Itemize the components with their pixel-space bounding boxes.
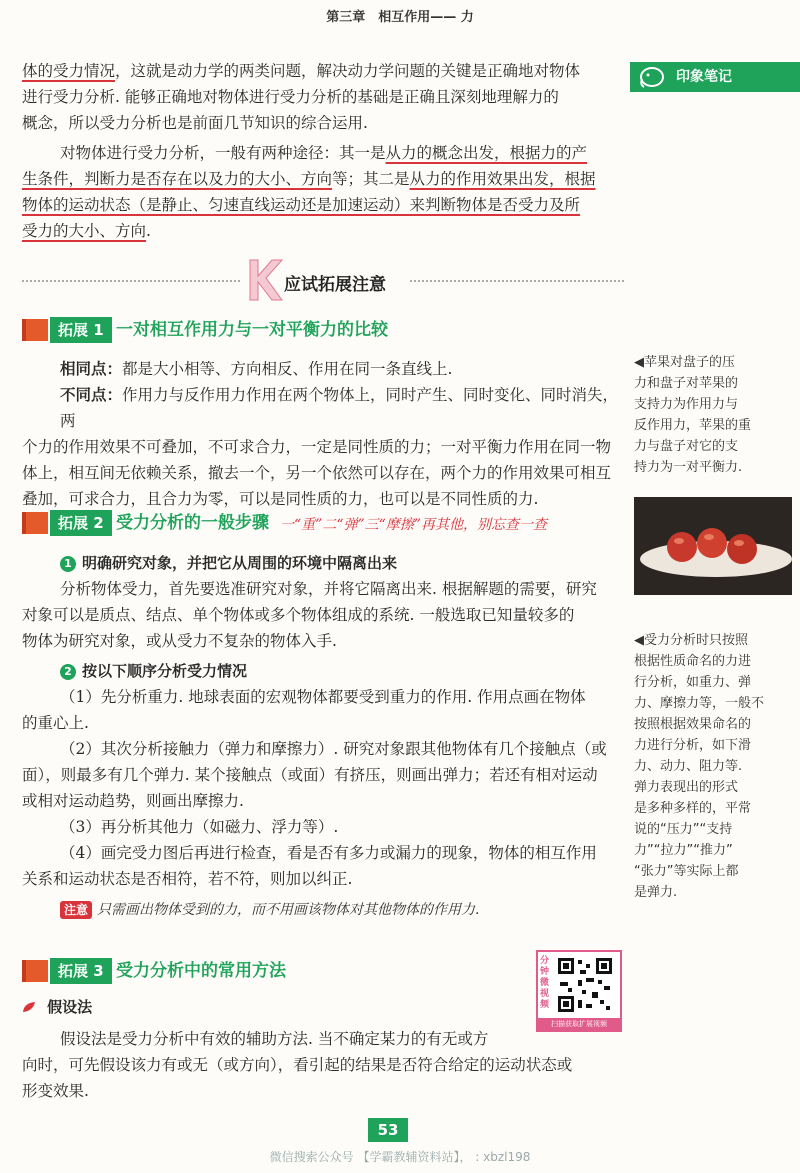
diff-label: 不同点： xyxy=(60,385,123,404)
extension-1-header xyxy=(22,317,622,343)
underlined-text: 从力的作用效果出发，根据 xyxy=(409,170,596,188)
side-line: 支持力为作用力与 xyxy=(634,397,739,412)
section-title: 应试拓展注意 xyxy=(284,275,386,295)
side-line: 力和盘子对苹果的 xyxy=(634,376,739,391)
extension-tag: 拓展 2 xyxy=(50,510,112,536)
intro-paragraph-1 xyxy=(22,58,622,136)
handwritten-note: 一“重”二“弹”三“摩擦”再其他，别忘查一查 xyxy=(280,517,547,533)
extension-tag: 拓展 1 xyxy=(50,317,112,343)
extension-1-body xyxy=(22,356,632,512)
text: 的重心上. xyxy=(22,714,89,732)
text: （1）先分析重力. 地球表面的宏观物体都要受到重力的作用. 作用点画在物体 xyxy=(60,688,586,706)
impression-notes-tag xyxy=(630,62,800,92)
text: 面），则最多有几个弹力. 某个接触点（或面）有挤压，则画出弹力；若还有相对运动 xyxy=(22,766,598,784)
side-line: 弹力表现出的形式 xyxy=(634,780,739,795)
text: 个力的作用效果不可叠加，不可求合力，一定是同性质的力；一对平衡力作用在同一物 xyxy=(22,438,612,456)
leaf-bullet-icon xyxy=(22,1001,36,1013)
side-line: 力与盘子对它的支 xyxy=(634,439,739,454)
text: 向时，可先假设该力有或无（或方向），看引起的结果是否符合给定的运动状态或 xyxy=(22,1056,573,1074)
text: 概念，所以受力分析也是前面几节知识的综合运用. xyxy=(22,114,368,132)
text: 对象可以是质点、结点、单个物体或多个物体组成的系统. 一般选取已知量较多的 xyxy=(22,606,575,624)
side-line: 力、动力、阻力等. xyxy=(634,759,743,774)
step-number: 2 xyxy=(60,664,76,680)
step-number: 1 xyxy=(60,556,76,572)
text: 假设法是受力分析中有效的辅助方法. 当不确定某力的有无或方 xyxy=(60,1030,489,1048)
text: 物体为研究对象，或从受力不复杂的物体入手. xyxy=(22,632,337,650)
side-line: 根据性质命名的力进 xyxy=(634,654,752,669)
k-letter-icon xyxy=(244,256,284,304)
side-line: 是多种多样的，平常 xyxy=(634,801,752,816)
book-icon xyxy=(22,319,48,341)
text: 叠加，可求合力，且合力为零，可以是同性质的力，也可以是不同性质的力. xyxy=(22,490,539,508)
side-line: 力”“拉力”“推力” xyxy=(634,843,733,858)
qr-code-box[interactable] xyxy=(536,950,622,1032)
side-line: 说的“压力”“支持 xyxy=(634,822,733,837)
text: 作用力与反作用力作用在两个物体上，同时产生、同时变化、同时消失，两 xyxy=(60,386,619,430)
text: 进行受力分析. 能够正确地对物体进行受力分析的基础是正确且深刻地理解力的 xyxy=(22,88,559,106)
extension-tag: 拓展 3 xyxy=(50,958,112,984)
attention-note xyxy=(22,896,632,923)
extension-3-body xyxy=(22,1026,632,1104)
hypothesis-method-heading xyxy=(22,996,622,1017)
step-title: 明确研究对象，并把它从周围的环境中隔离出来 xyxy=(82,554,398,572)
page-number: 53 xyxy=(368,1118,408,1142)
chapter-header: 第三章 相互作用—— 力 xyxy=(326,10,474,25)
text: 或相对运动趋势，则画出摩擦力. xyxy=(22,792,244,810)
qr-side-label: 分钟微视频 xyxy=(540,956,550,1010)
side-note-1 xyxy=(634,352,794,478)
book-icon xyxy=(22,960,48,982)
footer-watermark: 微信搜索公众号 【学霸教辅资料站】， : xbzl198 xyxy=(269,1150,531,1164)
method-title: 假设法 xyxy=(47,998,93,1016)
side-line: 力进行分析，如下滑 xyxy=(634,738,752,753)
qr-caption: 扫描获取扩展视频 xyxy=(538,1018,620,1030)
side-line: 持力为一对平衡力. xyxy=(634,460,743,475)
text: （3）再分析其他力（如磁力、浮力等）. xyxy=(60,818,339,836)
apples-on-plate-photo xyxy=(634,497,792,595)
extension-title: 受力分析的一般步骤 xyxy=(116,513,269,533)
underlined-text: 物体的运动状态（是静止、匀速直线运动还是加速运动）来判断物体是否受力及所 xyxy=(22,196,581,214)
text: . xyxy=(146,222,151,240)
side-line: 按照根据效果命名的 xyxy=(634,717,752,732)
underlined-text: 生条件，判断力是否存在以及力的大小、方向 xyxy=(22,170,333,188)
step-2-heading xyxy=(22,658,632,684)
underlined-text: 受力的大小、方向 xyxy=(22,222,147,240)
side-line: 行分析，如重力、弹 xyxy=(634,675,752,690)
step-title: 按以下顺序分析受力情况 xyxy=(82,662,248,680)
extension-title: 一对相互作用力与一对平衡力的比较 xyxy=(116,320,388,340)
book-icon xyxy=(22,512,48,534)
text: （4）画完受力图后再进行检查，看是否有多力或漏力的现象，物体的相互作用 xyxy=(60,844,597,862)
text: （2）其次分析接触力（弹力和摩擦力）. 研究对象跟其他物体有几个接触点（或 xyxy=(60,740,607,758)
divider-left xyxy=(22,280,242,282)
intro-paragraph-2 xyxy=(22,140,632,244)
text: 形变效果. xyxy=(22,1082,89,1100)
text: 对物体进行受力分析，一般有两种途径：其一是 xyxy=(60,144,386,162)
same-label: 相同点： xyxy=(60,359,123,378)
step-1-heading xyxy=(22,550,632,576)
side-line: 是弹力. xyxy=(634,885,678,900)
text: 等；其二是 xyxy=(332,170,410,188)
text: 分析物体受力，首先要选准研究对象，并将它隔离出来. 根据解题的需要，研究 xyxy=(60,580,597,598)
side-note-2 xyxy=(634,630,794,903)
side-line: 反作用力，苹果的重 xyxy=(634,418,752,433)
side-line: “张力”等实际上都 xyxy=(634,864,739,879)
extension-title: 受力分析中的常用方法 xyxy=(116,961,286,981)
text: 关系和运动状态是否相符，若不符，则加以纠正. xyxy=(22,870,353,888)
text: 都是大小相等、方向相反、作用在同一条直线上. xyxy=(122,360,453,378)
underlined-text: 体的受力情况 xyxy=(22,62,116,80)
side-line: ◀受力分析时只按照 xyxy=(634,633,748,648)
notes-label: 印象笔记 xyxy=(676,69,732,85)
divider-right xyxy=(410,280,625,282)
attention-text: 只需画出物体受到的力，而不用画该物体对其他物体的作用力. xyxy=(96,902,480,918)
side-line: 力、摩擦力等，一般不 xyxy=(634,696,765,711)
side-line: ◀苹果对盘子的压 xyxy=(634,355,735,370)
attention-tag: 注意 xyxy=(60,901,92,919)
underlined-text: 从力的概念出发，根据力的产 xyxy=(385,144,588,162)
text: ，这就是动力学的两类问题，解决动力学问题的关键是正确地对物体 xyxy=(115,62,581,80)
extension-2-body xyxy=(22,550,632,923)
extension-3-header xyxy=(22,958,522,984)
extension-2-header xyxy=(22,510,632,536)
text: 体上，相互间无依赖关系，撤去一个，另一个依然可以存在，两个力的作用效果可相互 xyxy=(22,464,612,482)
elephant-icon xyxy=(638,65,666,89)
